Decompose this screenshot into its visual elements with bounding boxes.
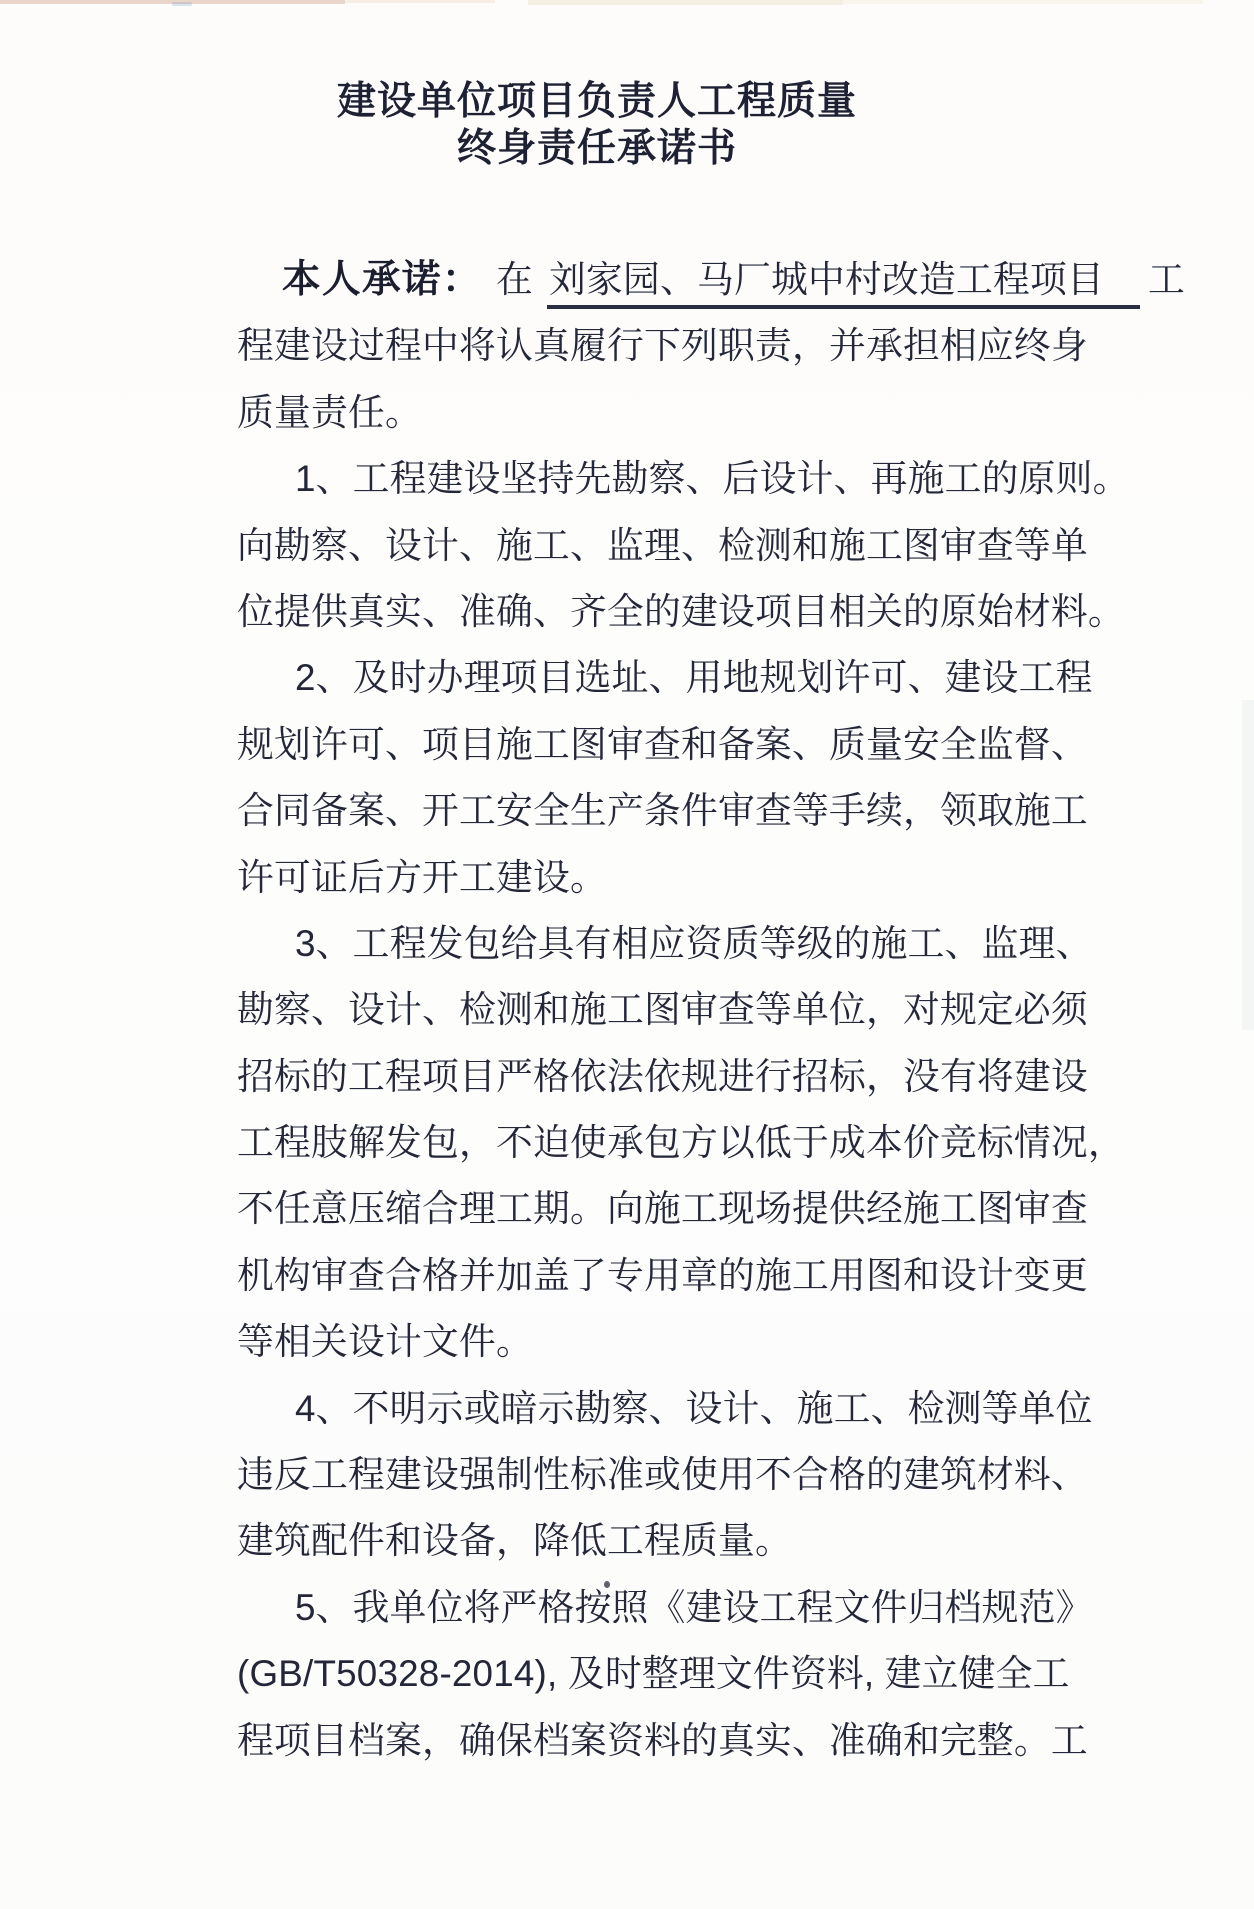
text-line: 向勘察、设计、施工、监理、检测和施工图审查等单 (237, 524, 1088, 566)
text-line: 程项目档案，确保档案资料的真实、准确和完整。工 (237, 1719, 1088, 1761)
commitment-post-word: 工 (1147, 259, 1185, 300)
text-line: 招标的工程项目严格依法依规进行招标，没有将建设 (237, 1055, 1088, 1097)
text-line: 质量责任。 (237, 391, 422, 433)
commitment-pre-word: 在 (496, 259, 534, 300)
scan-artifact-top-edge (843, 0, 1203, 4)
text-line: 程建设过程中将认真履行下列职责，并承担相应终身 (237, 325, 1088, 367)
text-line: 违反工程建设强制性标准或使用不合格的建筑材料、 (237, 1454, 1088, 1496)
text-line: 建筑配件和设备，降低工程质量。 (237, 1520, 792, 1562)
text-line: 工程肢解发包，不迫使承包方以低于成本价竞标情况， (237, 1122, 1125, 1164)
scan-artifact-top-edge (345, 0, 495, 3)
text-line: 许可证后方开工建设。 (237, 856, 607, 898)
text-line: 合同备案、开工安全生产条件审查等手续，领取施工 (237, 790, 1088, 832)
scan-artifact-top-edge (0, 0, 345, 4)
text-line: 3、工程发包给具有相应资质等级的施工、监理、 (295, 922, 1093, 964)
commitment-rest-lines (237, 313, 1088, 446)
title-line-1: 建设单位项目负责人工程质量 (336, 80, 857, 123)
scan-artifact-speck (172, 2, 192, 6)
scan-artifact-right-edge (1242, 700, 1254, 1030)
scan-artifact-top-edge (528, 0, 843, 5)
text-line: 不任意压缩合理工期。向施工现场提供经施工图审查 (237, 1188, 1088, 1230)
title-line-2: 终身责任承诺书 (456, 127, 737, 170)
text-line: 机构审查合格并加盖了专用章的施工用图和设计变更 (237, 1254, 1088, 1296)
items-container (237, 446, 1130, 1774)
text-line: 5、我单位将严格按照《建设工程文件归档规范》 (295, 1586, 1093, 1628)
text-line: (GB/T50328-2014), 及时整理文件资料, 建立健全工 (237, 1653, 1070, 1695)
document-title (237, 78, 957, 172)
text-line: 规划许可、项目施工图审查和备案、质量安全监督、 (237, 723, 1088, 765)
document-body (237, 78, 1185, 1774)
commitment-first-line (237, 247, 1185, 313)
text-line: 1、工程建设坚持先勘察、后设计、再施工的原则。 (295, 458, 1130, 500)
text-line: 等相关设计文件。 (237, 1321, 533, 1363)
text-line: 2、及时办理项目选址、用地规划许可、建设工程 (295, 657, 1093, 699)
commitment-bold-label: 本人承诺： (282, 258, 483, 301)
project-name-underlined: 刘家园、马厂城中村改造工程项目 (547, 259, 1140, 309)
text-line: 位提供真实、准确、齐全的建设项目相关的原始材料。 (237, 590, 1125, 632)
text-line: 勘察、设计、检测和施工图审查等单位，对规定必须 (237, 989, 1088, 1031)
text-line: 4、不明示或暗示勘察、设计、施工、检测等单位 (295, 1387, 1093, 1429)
body-text (237, 247, 1185, 1774)
